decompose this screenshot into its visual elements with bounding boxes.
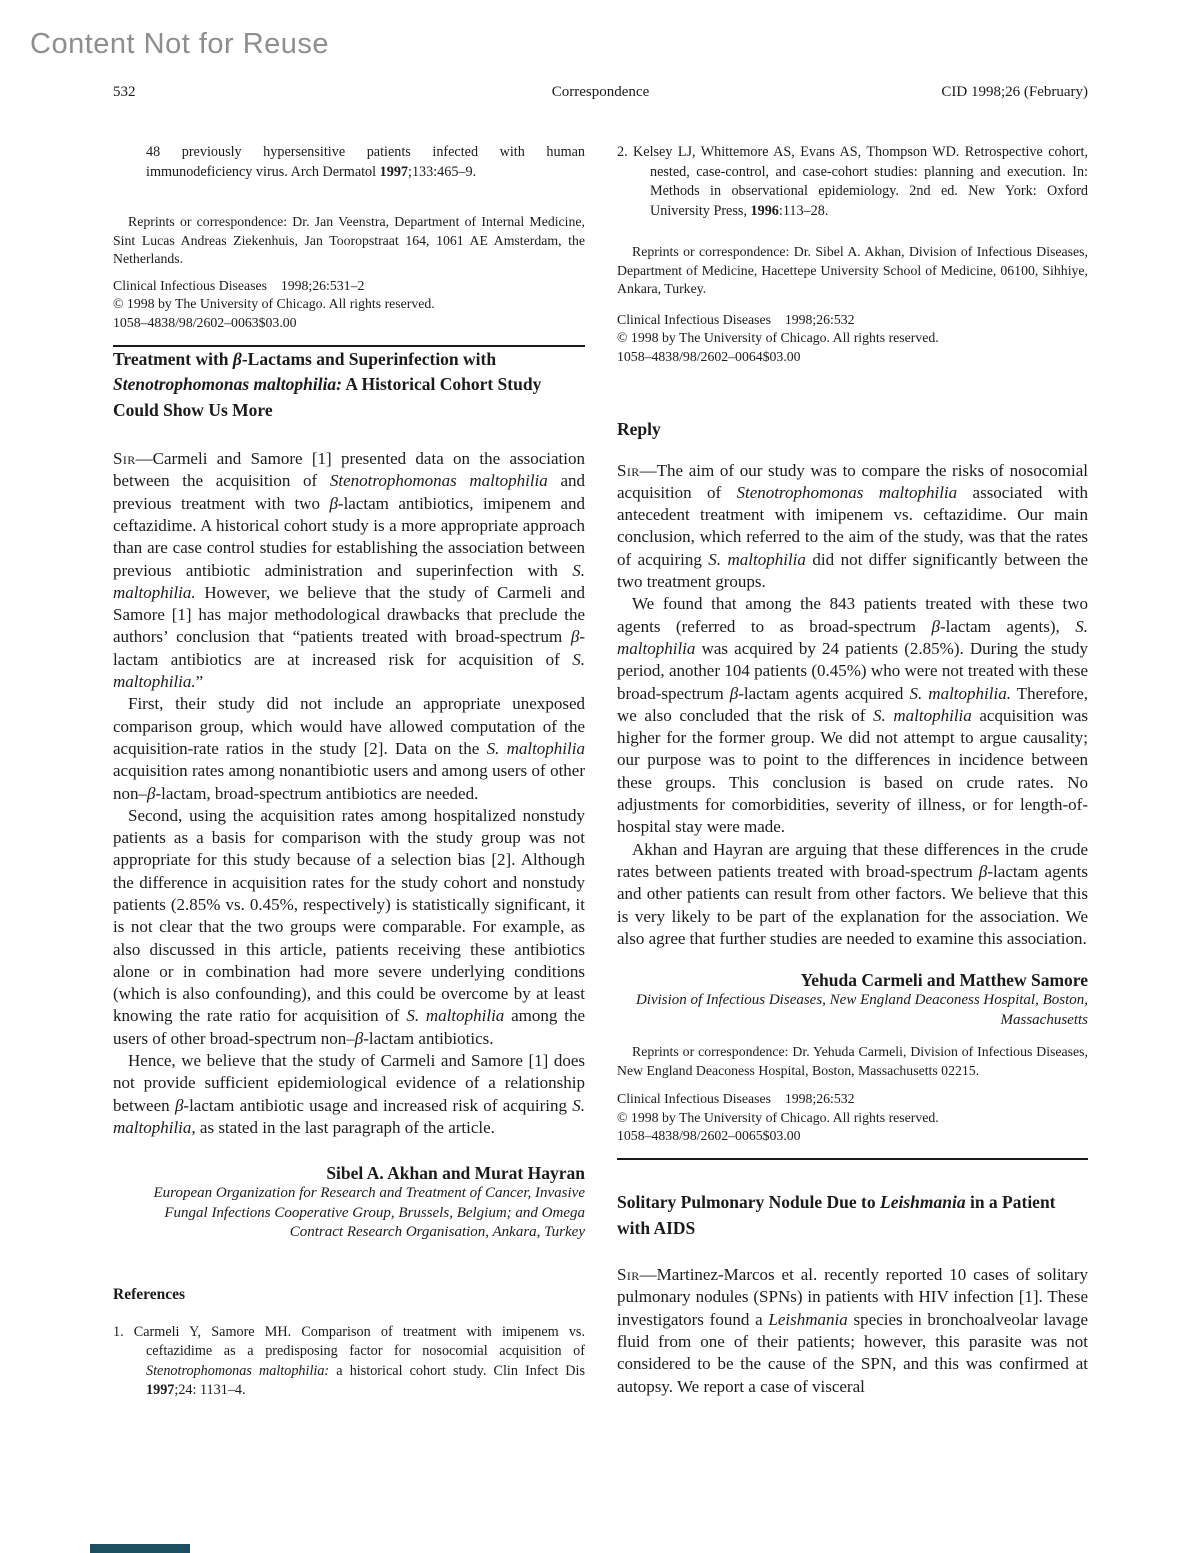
issn-line: 1058–4838/98/2602–0065$03.00 [617,1128,801,1144]
running-head: Correspondence [551,84,650,100]
author-affiliation: European Organization for Research and Treatment of Cancer, Invasive Fungal Infections Cooperative Group, Brussels, Belgium; and Omega Contract Research Organisation, Ankara, Turkey [153,1185,585,1241]
issue-reference: CID 1998;26 (February) [941,84,1088,100]
right-column [617,143,1088,1398]
watermark: Content Not for Reuse [30,28,330,60]
author-affiliation: Division of Infectious Diseases, New England Deaconess Hospital, Boston, Massachusetts [635,992,1088,1028]
author-signature: Sibel A. Akhan and Murat Hayran [326,1163,585,1184]
reprints-note: Reprints or correspondence: Dr. Yehuda Carmeli, Division of Infectious Diseases, New England Deaconess Hospital, Boston, Massachusetts 02215. [617,1044,1088,1078]
journal-citation-line: Clinical Infectious Diseases 1998;26:531–2 [113,277,365,293]
journal-citation-block [113,277,585,333]
copyright-line: © 1998 by The University of Chicago. All rights reserved. [617,1109,939,1125]
reply-paragraph: Sir—The aim of our study was to compare the risks of nosocomial acquisition of Stenotrophomonas maltophilia associated with antecedent treatment with imipenem vs. ceftazidime. Our main conclusion, which referred to the aim of the study, was that the rates of acquiring S. maltophilia did not differ significantly between the two treatment groups. [617,460,1089,592]
copyright-line: © 1998 by The University of Chicago. All rights reserved. [113,296,435,312]
article-title: Treatment with β-Lactams and Superinfection with Stenotrophomonas maltophilia: A Historical Cohort Study Could Show Us More [113,348,542,420]
article-paragraph: Sir—Carmeli and Samore [1] presented data on the association between the acquisition of Stenotrophomonas maltophilia and previous treatment with two β-lactam antibiotics, imipenem and ceftazidime. A historical cohort study is a more appropriate approach than are case control studies for establishing the association between previous antibiotic administration and superinfection with S. maltophilia. However, we believe that the study of Carmeli and Samore [1] has major methodological drawbacks that preclude the authors’ conclusion that “patients treated with broad-spectrum β-lactam antibiotics are at increased risk for acquisition of S. maltophilia.” [113,449,585,692]
reply-paragraph: We found that among the 843 patients treated with these two agents (referred to as broad-spectrum β-lactam agents), S. maltophilia was acquired by 24 patients (2.85%). During the study period, another 104 patients (0.45%) who were not treated with these broad-spectrum β-lactam agents acquired S. maltophilia. Therefore, we also concluded that the risk of S. maltophilia acquisition was higher for the former group. We did not attempt to argue causality; our purpose was to point to the differences in incidence between these groups. This conclusion is based on crude rates. No adjustments for comorbidities, severity of illness, or for length-of-hospital stay were made. [617,594,1089,837]
reprints-note: Reprints or correspondence: Dr. Jan Veenstra, Department of Internal Medicine, Sint Lucas Andreas Ziekenhuis, Jan Tooropstraat 164, 1061 AE Amsterdam, the Netherlands. [113,214,585,267]
reply-heading: Reply [617,418,661,439]
journal-citation-block [617,1090,1088,1146]
reference-item: 1. Carmeli Y, Samore MH. Comparison of treatment with imipenem vs. ceftazidime as a predisposing factor for nosocomial acquisition of Stenotrophomonas maltophilia: a historical cohort study. Clin Infect Dis 1997;24: 1131–4. [113,1323,585,1399]
copyright-line: © 1998 by The University of Chicago. All rights reserved. [617,330,939,346]
section-divider [617,1158,1088,1160]
author-signature: Yehuda Carmeli and Matthew Samore [800,970,1088,991]
reply-paragraph: Akhan and Hayran are arguing that these differences in the crude rates between patients treated with broad-spectrum β-lactam agents and other patients can result from other factors. We believe that this is very likely to be part of the explanation for the association. We also agree that further studies are needed to examine this association. [617,839,1088,948]
article-title: Solitary Pulmonary Nodule Due to Leishmania in a Patient with AIDS [617,1192,1056,1238]
article-paragraph: First, their study did not include an appropriate unexposed comparison group, which would have allowed computation of the acquisition-rate ratios in the study [2]. Data on the S. maltophilia acquisition rates among nonantibiotic users and among users of other non–β-lactam, broad-spectrum antibiotics are needed. [113,694,585,803]
reprints-note: Reprints or correspondence: Dr. Sibel A. Akhan, Division of Infectious Diseases, Department of Medicine, Hacettepe University School of Medicine, 06100, Sihhiye, Ankara, Turkey. [617,244,1088,297]
issn-line: 1058–4838/98/2602–0064$03.00 [617,348,801,364]
journal-citation-line: Clinical Infectious Diseases 1998;26:532 [617,311,855,327]
journal-citation-line: Clinical Infectious Diseases 1998;26:532 [617,1091,855,1107]
footer-bar-fragment [90,1544,190,1553]
article-paragraph: Sir—Martinez-Marcos et al. recently reported 10 cases of solitary pulmonary nodules (SPNs) in patients with HIV infection [1]. These investigators found a Leishmania species in bronchoalveolar lavage fluid from one of their patients; however, this parasite was not considered to be the cause of the SPN, and this was confirmed at autopsy. We report a case of visceral [617,1265,1088,1396]
page-number: 532 [113,84,136,100]
left-column [113,143,585,1401]
reference-continuation: 48 previously hypersensitive patients infected with human immunodeficiency virus. Arch Dermatol 1997;133:465–9. [146,144,585,180]
article-paragraph: Second, using the acquisition rates among hospitalized nonstudy patients as a basis for comparison with the study group was not appropriate for this study because of a selection bias [2]. Although the difference in acquisition rates for the study cohort and nonstudy patients (2.85% vs. 0.45%, respectively) is statistically significant, it is not clear that the two groups were comparable. For example, as also discussed in this article, patients receiving these antibiotics alone or in combination had more severe underlying conditions (which is also confounding), and this could be overcome by at least knowing the rate ratio for acquisition of S. maltophilia among the users of other broad-spectrum non–β-lactam antibiotics. [113,805,585,1048]
journal-citation-block [617,311,1088,367]
article-paragraph: Hence, we believe that the study of Carmeli and Samore [1] does not provide sufficient epidemiological evidence of a relationship between β-lactam antibiotic usage and increased risk of acquiring S. maltophilia, as stated in the last paragraph of the article. [113,1051,585,1137]
reference-item: 2. Kelsey LJ, Whittemore AS, Evans AS, Thompson WD. Retrospective cohort, nested, case-control, and case-cohort studies: planning and execution. In: Methods in observational epidemiology. 2nd ed. New York: Oxford University Press, 1996:113–28. [617,144,1088,219]
references-heading: References [113,1285,186,1303]
issn-line: 1058–4838/98/2602–0063$03.00 [113,314,297,330]
